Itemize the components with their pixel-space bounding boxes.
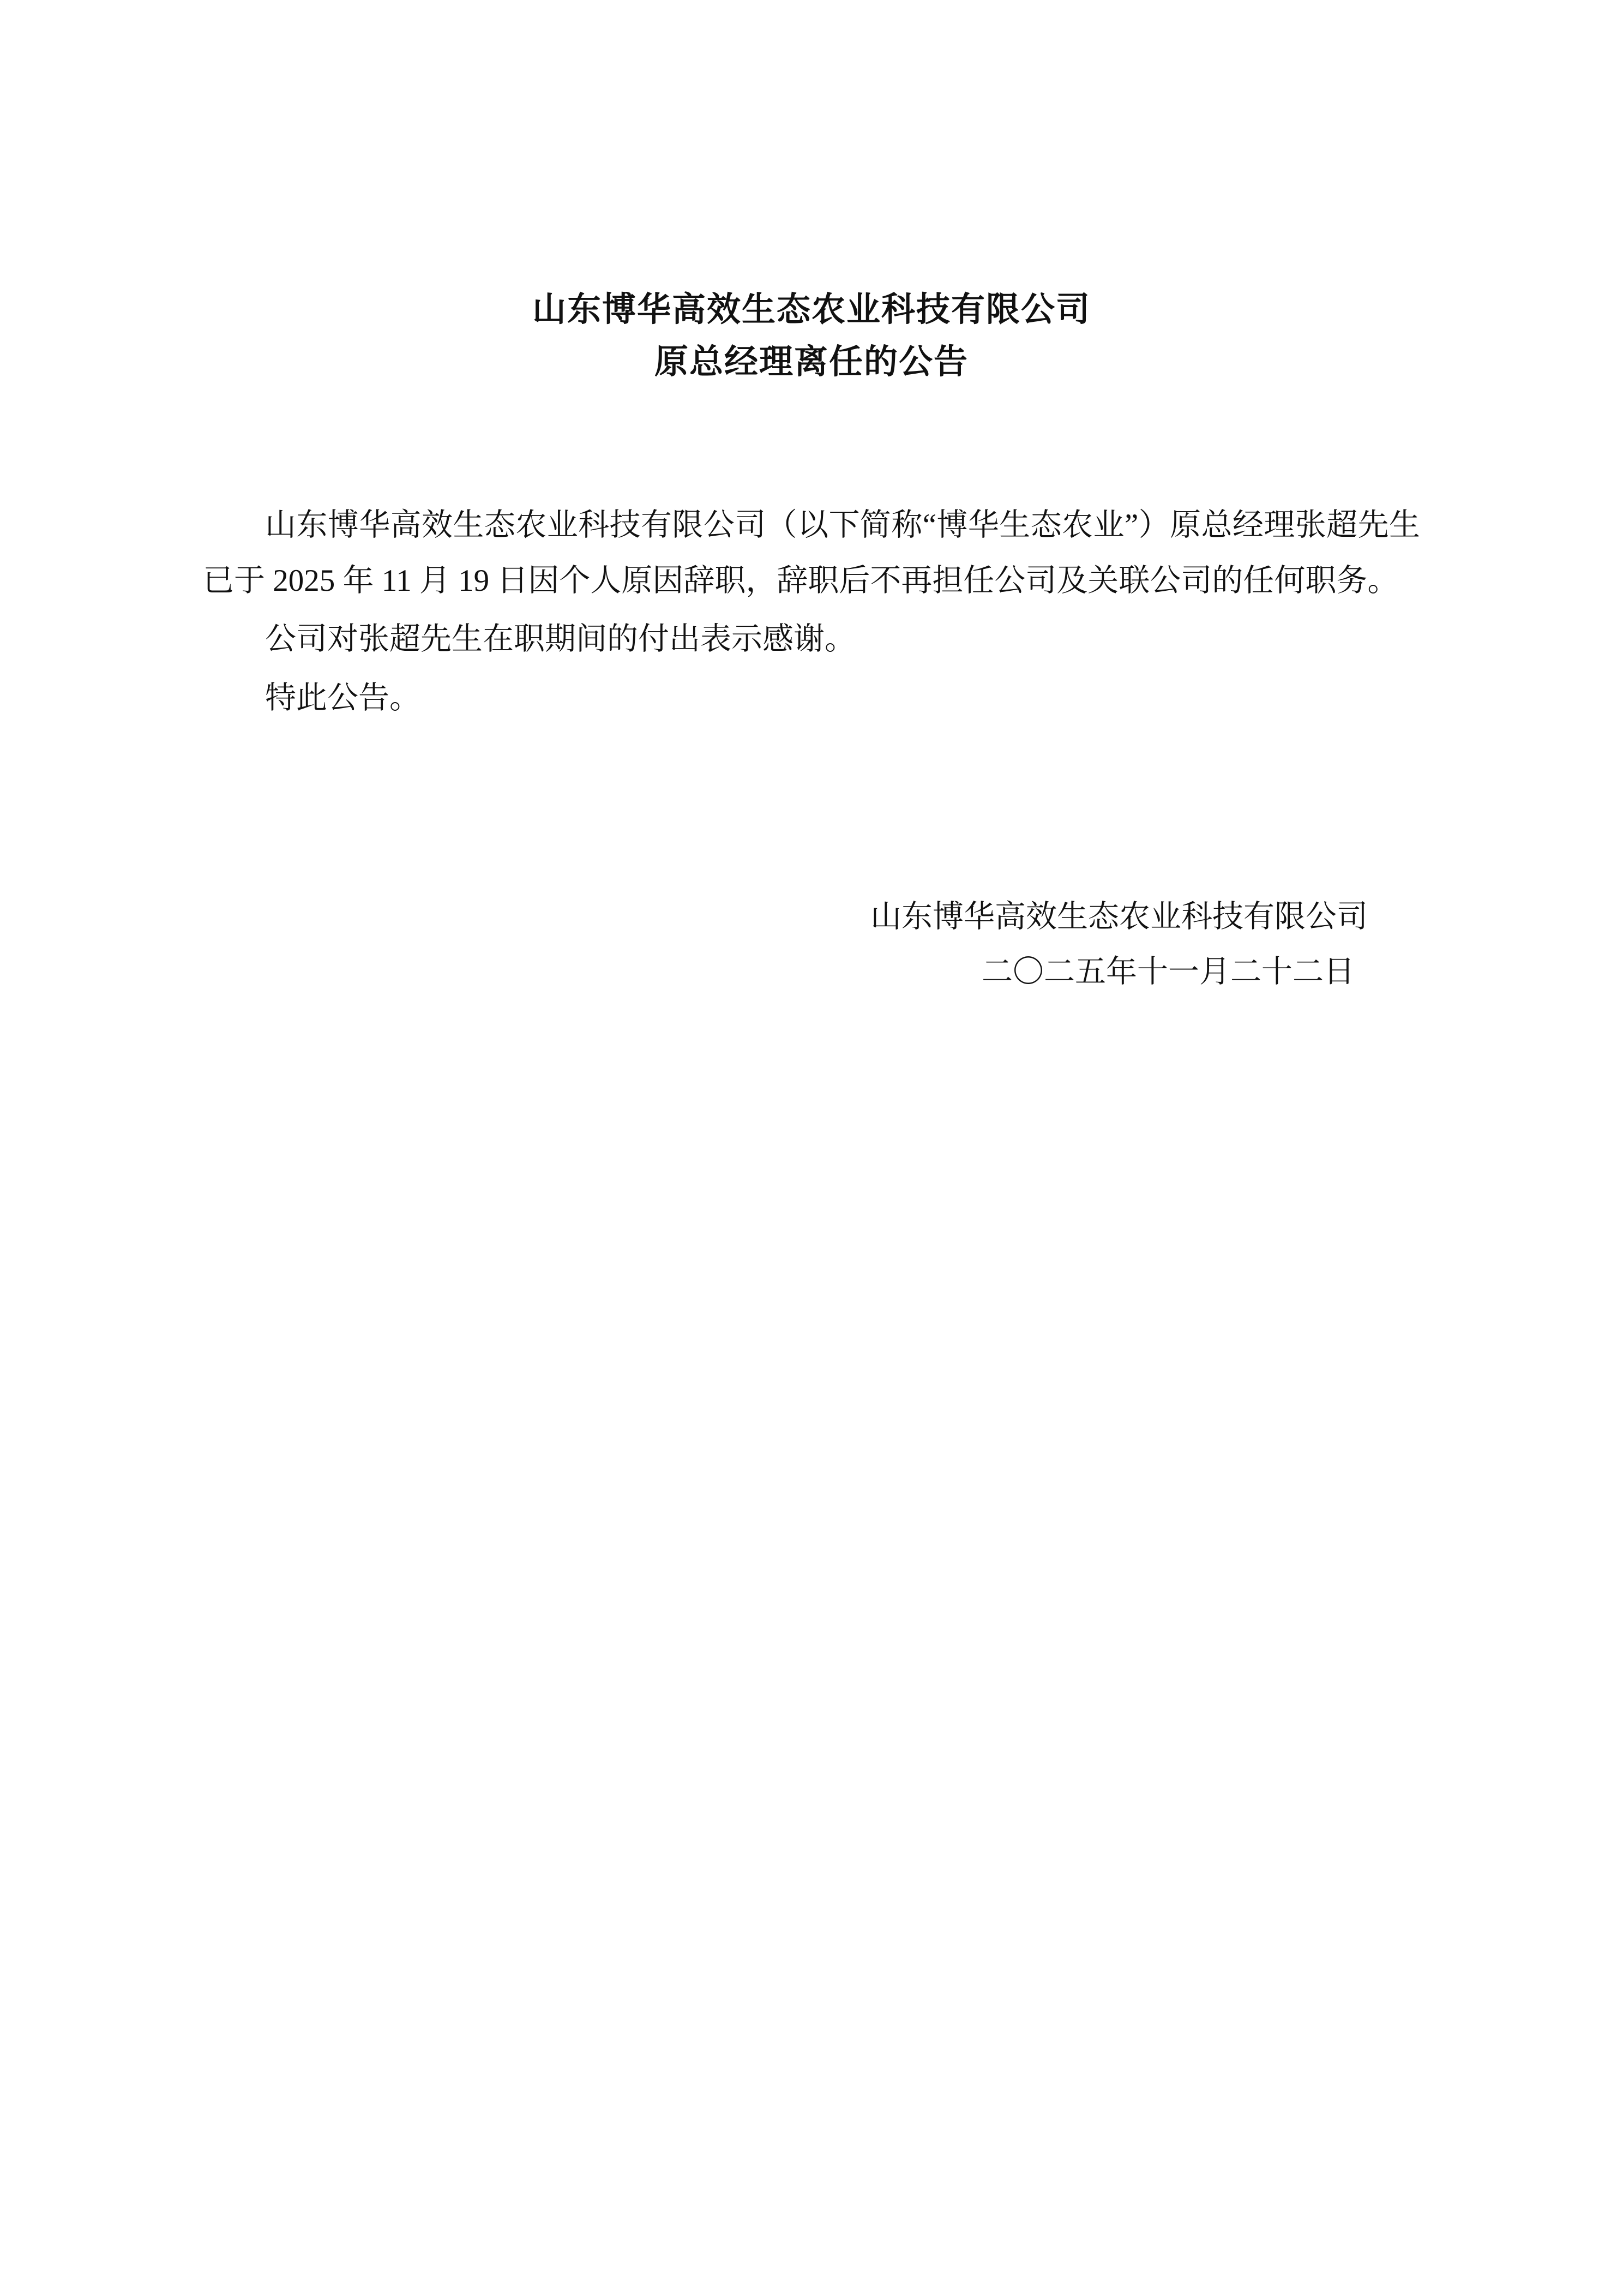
body-paragraph-3: 特此公告。 [265, 680, 420, 715]
title-line-2: 原总经理离任的公告 [654, 344, 969, 381]
body-paragraph-1: 山东博华高效生态农业科技有限公司（以下简称“博华生态农业”）原总经理张超先生已于 2025 年 11 月 19 日因个人原因辞职，辞职后不再担任公司及关联公司的任何职务。 [203, 508, 1420, 598]
document-body [203, 497, 1420, 726]
document-title [203, 284, 1420, 388]
document-content [203, 0, 1420, 2296]
signature-company: 山东博华高效生态农业科技有限公司 [870, 900, 1368, 934]
body-paragraph-2: 公司对张超先生在职期间的付出表示感谢。 [265, 622, 856, 657]
signature-date: 二〇二五年十一月二十二日 [982, 955, 1355, 990]
title-line-1: 山东博华高效生态农业科技有限公司 [532, 291, 1091, 328]
signature-block [203, 889, 1420, 1000]
